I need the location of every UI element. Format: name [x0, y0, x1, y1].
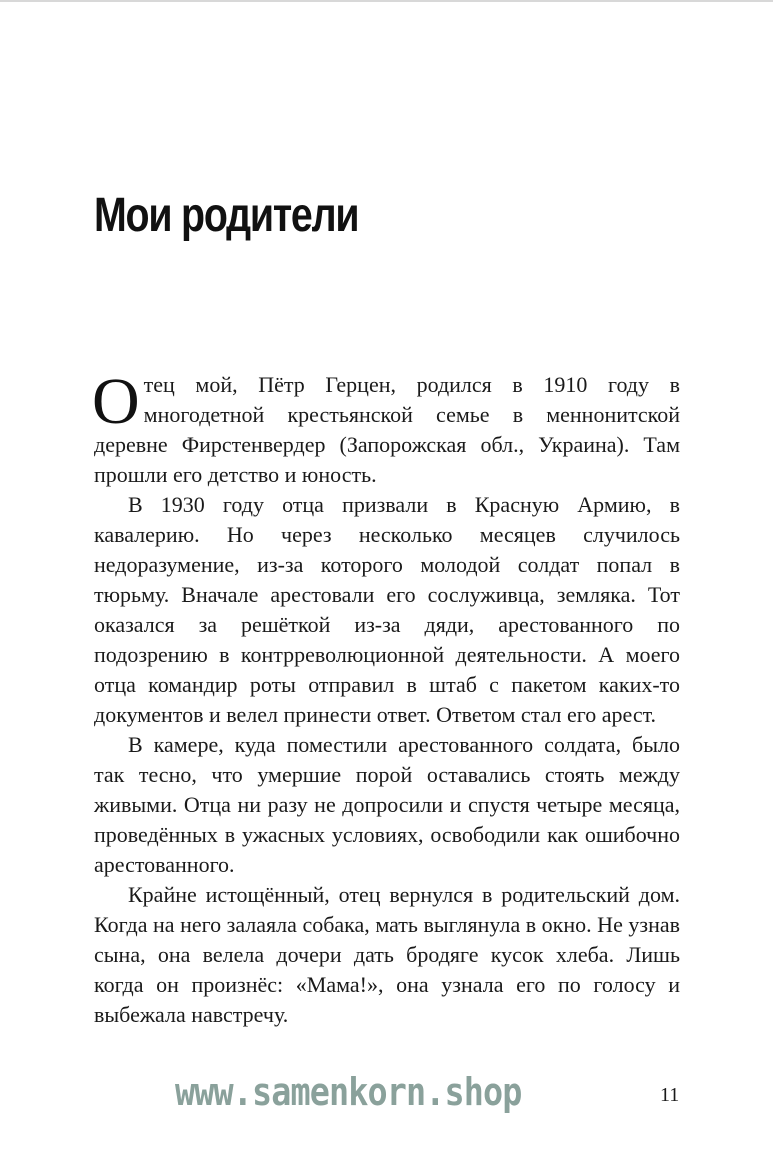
drop-cap: О	[92, 365, 140, 438]
paragraph-4: Крайне истощённый, отец вернулся в родительский дом. Когда на него залаяла собака, мать выглянула в окно. Не узнав сына, она велела дочери дать бродяге кусок хлеба. Лишь когда он произнёс: «Мама!», она узнала его по голосу и выбежала навстречу.	[94, 882, 680, 1027]
page-number: 11	[660, 1084, 680, 1106]
top-edge-rule	[0, 0, 773, 2]
paragraph-3: В камере, куда поместили арестованного солдата, было так тесно, что умершие порой оставались стоять между живыми. Отца ни разу не допросили и спустя четыре месяца, проведённых в ужасных условиях, освободили как ошибочно арестованного.	[94, 732, 680, 877]
paragraph-2: В 1930 году отца призвали в Красную Армию, в кавалерию. Но через несколько месяцев случилось недоразумение, из-за которого молодой солдат попал в тюрьму. Вначале арестовали его сослуживца, земляка. Тот оказался за решёткой из-за дяди, арестованного по подозрению в контрреволюционной деятельности. А моего отца командир роты отправил в штаб с пакетом каких-то документов и велел принести ответ. Ответом стал его арест.	[94, 492, 680, 727]
paragraph-1	[92, 365, 680, 490]
chapter-body	[92, 365, 680, 1030]
chapter-title: Мои родители	[94, 189, 359, 242]
watermark-url: www.samenkorn.shop	[175, 1070, 522, 1114]
paragraph-1-text: тец мой, Пётр Герцен, родился в 1910 году в многодетной крестьянской семье в меннонитской деревне Фирстенвердер (Запорожская обл., Украина). Там прошли его детство и юность.	[94, 372, 680, 487]
